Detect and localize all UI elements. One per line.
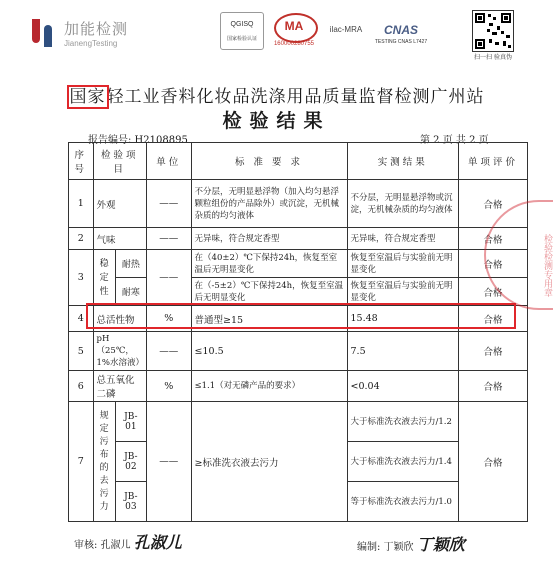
ilac-mra-mark-icon: ilac-MRA xyxy=(329,25,363,34)
reviewer-label: 审核: 孔淑儿 xyxy=(74,540,131,551)
qgisq-mark-icon: QGISQ 国家检验认证 xyxy=(220,12,264,50)
table-row: 2 气味 —— 无异味，符合规定香型 无异味，符合规定香型 合格 xyxy=(69,228,528,250)
header-no: 序号 xyxy=(69,143,94,180)
table-row: 耐寒 在（-5±2）℃下保持24h，恢复至室温后无明显变化 恢复至室温后与实验前无明显变化 合格 xyxy=(69,278,528,306)
official-stamp: 检验检测专用章 xyxy=(484,200,553,310)
table-row: 3 稳定性 耐热 —— 在（40±2）℃下保持24h，恢复至室温后无明显变化 恢复至室温后与实验前无明显变化 合格 xyxy=(69,250,528,278)
certification-marks xyxy=(220,12,428,50)
reviewer-signature: 孔淑儿 xyxy=(133,533,182,552)
header-item: 检验项目 xyxy=(93,143,146,180)
header-evaluation: 单项评价 xyxy=(458,143,527,180)
qr-caption: 扫一扫 验真伪 xyxy=(474,54,512,61)
table-header-row xyxy=(69,143,528,180)
logo-name-en: JianengTesting xyxy=(64,39,118,48)
table-row: 4 总活性物 % 普通型≥15 15.48 合格 xyxy=(69,306,528,332)
report-number: 报告编号: H2108895 xyxy=(88,135,188,146)
cnas-mark-icon: CNAS TESTING CNAS L7427 xyxy=(374,23,428,45)
header-requirement: 标 准 要 求 xyxy=(191,143,347,180)
company-logo xyxy=(30,18,128,48)
institute-title: 国家轻工业香料化妆品洗涤用品质量监督检测广州站 xyxy=(69,87,485,107)
logo-mark-icon xyxy=(30,19,58,47)
page-number: 第 2 页 共 2 页 xyxy=(420,135,489,146)
table-row: JB-03 等于标准洗衣液去污力/1.0 xyxy=(69,482,528,522)
editor-signature: 丁颖欣 xyxy=(416,535,465,554)
table-row: JB-02 大于标准洗衣液去污力/1.4 xyxy=(69,442,528,482)
reviewer xyxy=(74,530,182,553)
qr-code-icon[interactable] xyxy=(472,10,514,52)
table-row: 5 pH（25℃，1%水溶液） —— ≤10.5 7.5 合格 xyxy=(69,332,528,371)
cma-mark-icon: MA 160000280755 xyxy=(270,13,318,49)
highlight-box xyxy=(86,303,516,329)
results-table xyxy=(68,142,528,522)
table-row: 6 总五氧化二磷 % ≤1.1（对无磷产品的要求） <0.04 合格 xyxy=(69,371,528,402)
table-row: 1 外观 —— 不分层，无明显悬浮物（加入均匀悬浮颗粒组份的产品除外）或沉淀，无机械杂质的均匀液体 不分层，无明显悬浮物或沉淀，无机械杂质的均匀液体 合格 xyxy=(69,180,528,228)
editor xyxy=(357,532,465,555)
editor-label: 编制: 丁颖欣 xyxy=(357,542,414,553)
header-unit: 单位 xyxy=(146,143,191,180)
header-result: 实测结果 xyxy=(347,143,458,180)
logo-name-cn: 加能检测 xyxy=(64,20,129,38)
table-row: 7 规定污布的去污力 JB-01 —— ≥标准洗衣液去污力 大于标准洗衣液去污力/1.2 合格 xyxy=(69,402,528,442)
title-highlight: 国家 xyxy=(69,87,106,107)
report-title: 检验结果 xyxy=(222,110,331,132)
